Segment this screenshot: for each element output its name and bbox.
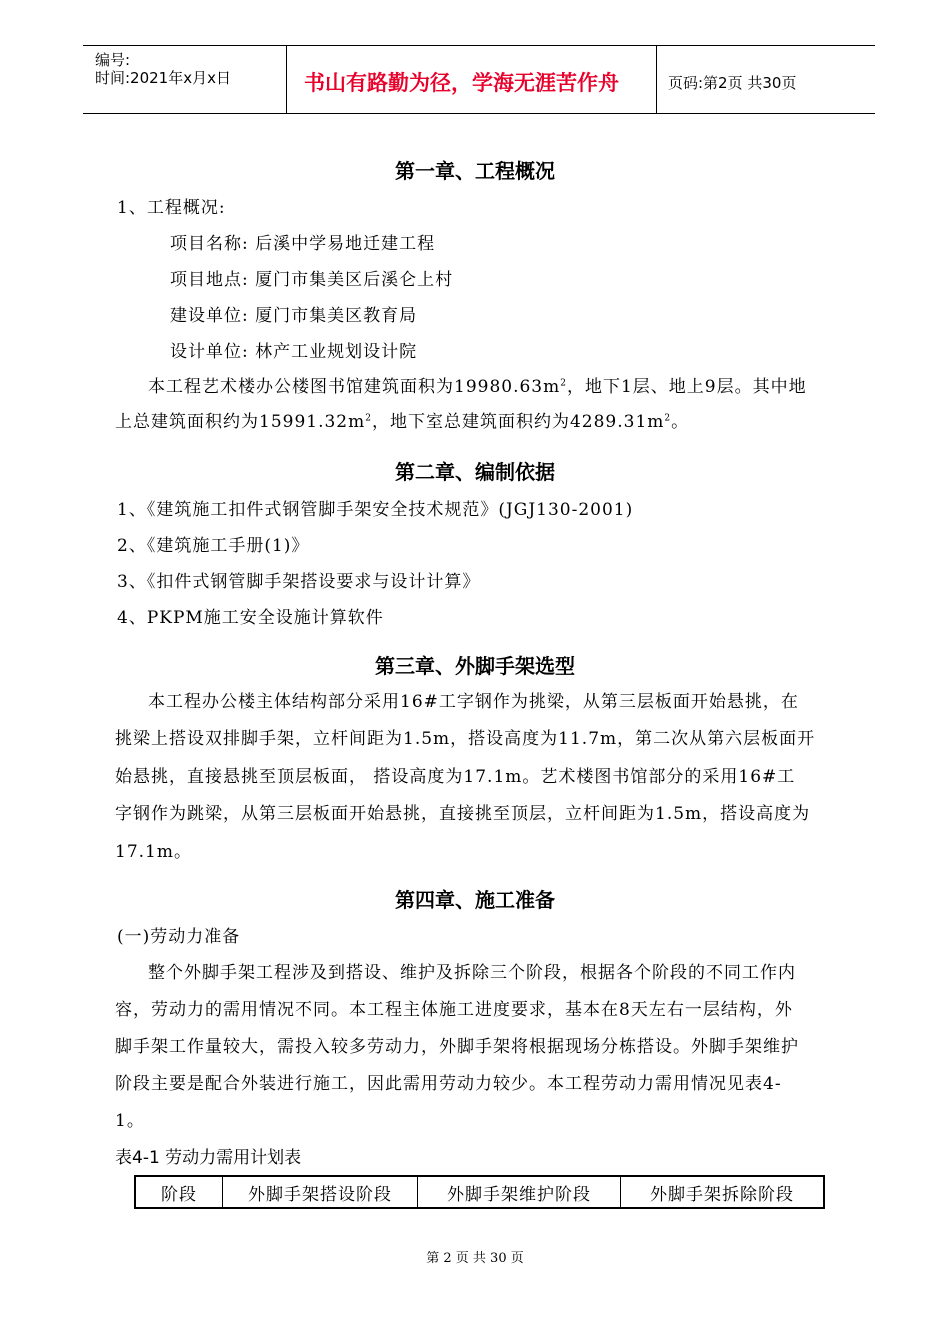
chapter-1-title: 第一章、工程概况 [395, 159, 555, 183]
design-unit: 设计单位: 林产工业规划设计院 [170, 342, 418, 362]
header-bottom-rule [83, 113, 875, 114]
table-header-cell: 外脚手架搭设阶段 [223, 1176, 418, 1208]
chapter-4-line: 脚手架工作量较大，需投入较多劳动力，外脚手架将根据现场分栋搭设。外脚手架维护 [115, 1037, 799, 1057]
chapter-4-line: 阶段主要是配合外装进行施工，因此需用劳动力较少。本工程劳动力需用情况见表4- [115, 1074, 782, 1094]
basis-item: 1、《建筑施工扣件式钢管脚手架安全技术规范》(JGJ130-2001) [117, 500, 634, 520]
page-footer: 第 2 页 共 30 页 [426, 1251, 524, 1266]
basis-item: 4、PKPM施工安全设施计算软件 [117, 608, 384, 628]
chapter-1-subheading: 1、工程概况: [117, 198, 226, 218]
chapter-3-line: 挑梁上搭设双排脚手架，立杆间距为1.5m，搭设高度为11.7m，第二次从第六层板面开 [115, 729, 816, 749]
basis-item: 2、《建筑施工手册(1)》 [117, 536, 310, 556]
header-top-rule [83, 45, 875, 46]
chapter-1-paragraph-line-1: 本工程艺术楼办公楼图书馆建筑面积为$19980.63m^2$，地下1层、地上9层。其中地 [148, 377, 807, 397]
header-page-label: 页码:第2页 共30页 [668, 74, 797, 92]
chapter-4-line: 整个外脚手架工程涉及到搭设、维护及拆除三个阶段，根据各个阶段的不同工作内 [148, 963, 796, 983]
chapter-3-line: 字钢作为跳梁，从第三层板面开始悬挑，直接挑至顶层，立杆间距为1.5m，搭设高度为 [115, 804, 811, 824]
table-header-row [135, 1176, 824, 1208]
chapter-3-line: 17.1m。 [115, 842, 192, 862]
header-motto: 书山有路勤为径，学海无涯苦作舟 [304, 71, 619, 95]
table-header-cell: 阶段 [135, 1176, 223, 1208]
header-time-label: 时间:2021年x月x日 [95, 69, 231, 87]
header-divider-right [656, 45, 657, 113]
chapter-1-paragraph-line-2: 上总建筑面积约为$15991.32m^2$，地下室总建筑面积约为$4289.31m^2$。 [115, 412, 690, 432]
chapter-4-title: 第四章、施工准备 [395, 888, 555, 912]
basis-item: 3、《扣件式钢管脚手架搭设要求与设计计算》 [117, 572, 481, 592]
chapter-3-line: 本工程办公楼主体结构部分采用16#工字钢作为挑梁，从第三层板面开始悬挑，在 [148, 692, 799, 712]
project-site: 项目地点: 厦门市集美区后溪仑上村 [170, 270, 454, 290]
owner-unit: 建设单位: 厦门市集美区教育局 [170, 306, 418, 326]
table-header-cell: 外脚手架拆除阶段 [621, 1176, 825, 1208]
chapter-2-title: 第二章、编制依据 [395, 460, 555, 484]
header-divider-left [286, 45, 287, 113]
chapter-3-title: 第三章、外脚手架选型 [375, 654, 575, 678]
table-header-cell: 外脚手架维护阶段 [418, 1176, 621, 1208]
header-number-label: 编号: [95, 51, 131, 69]
project-name: 项目名称: 后溪中学易地迁建工程 [170, 234, 436, 254]
chapter-4-subheading: (一)劳动力准备 [117, 927, 241, 947]
chapter-4-line: 1。 [115, 1111, 145, 1131]
table-caption: 表4-1 劳动力需用计划表 [115, 1148, 302, 1168]
labor-plan-table [134, 1175, 825, 1209]
chapter-4-line: 容，劳动力的需用情况不同。本工程主体施工进度要求，基本在8天左右一层结构，外 [115, 1000, 793, 1020]
chapter-3-line: 始悬挑，直接悬挑至顶层板面， 搭设高度为17.1m。艺术楼图书馆部分的采用16#工 [115, 767, 796, 787]
